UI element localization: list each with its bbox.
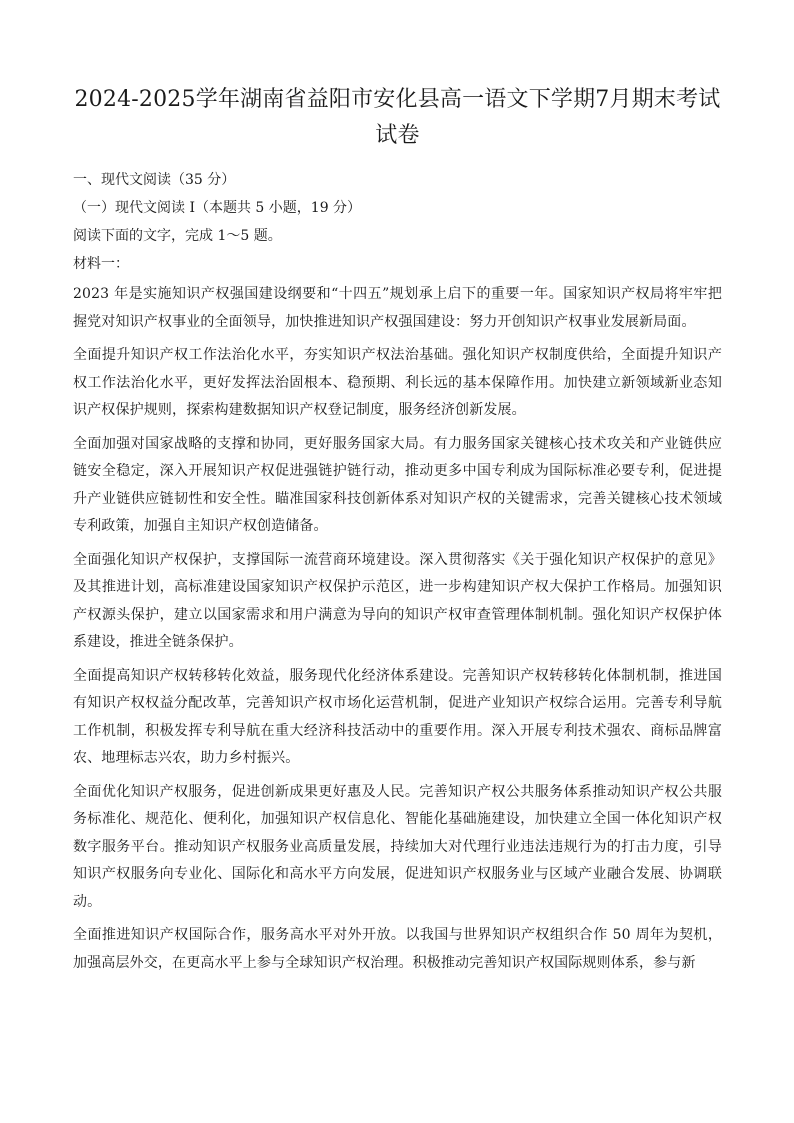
reading-instruction: 阅读下面的文字，完成 1～5 题。	[73, 228, 282, 244]
sub-heading: （一）现代文阅读 I（本题共 5 小题，19 分）	[73, 200, 362, 216]
paragraph: 全面加强对国家战略的支撑和协同，更好服务国家大局。有力服务国家关键核心技术攻关和产业链供应链安全稳定，深入开展知识产权促进强链护链行动，推动更多中国专利成为国际标准必要专利，促进提升产业链供应链韧性和安全性。瞄准国家科技创新体系对知识产权的关键需求，完善关键核心技术领域专利政策，加强自主知识产权创造储备。	[73, 435, 722, 534]
paragraph: 全面提升知识产权工作法治化水平，夯实知识产权法治基础。强化知识产权制度供给，全面提升知识产权工作法治化水平，更好发挥法治固根本、稳预期、利长远的基本保障作用。加快建立新领域新业态知识产权保护规则，探索构建数据知识产权登记制度，服务经济创新发展。	[73, 347, 722, 418]
paragraph: 全面优化知识产权服务，促进创新成果更好惠及人民。完善知识产权公共服务体系推动知识产权公共服务标准化、规范化、便利化，加强知识产权信息化、智能化基础施建设，加快建立全国一体化知识产权数字服务平台。推动知识产权服务业高质量发展，持续加大对代理行业违法违规行为的打击力度，引导知识产权服务向专业化、国际化和高水平方向发展，促进知识产权服务业与区域产业融合发展、协调联动。	[73, 783, 722, 910]
section-heading: 一、现代文阅读（35 分）	[73, 172, 236, 188]
document-title: 2024-2025学年湖南省益阳市安化县高一语文下学期7月期末考试试卷	[74, 87, 721, 148]
paragraph: 全面强化知识产权保护，支撑国际一流营商环境建设。深入贯彻落实《关于强化知识产权保护的意见》及其推进计划，高标准建设国家知识产权保护示范区，进一步构建知识产权大保护工作格局。加强知识产权源头保护，建立以国家需求和用户满意为导向的知识产权审查管理体制机制。强化知识产权保护体系建设，推进全链条保护。	[73, 551, 722, 650]
paragraph: 全面推进知识产权国际合作，服务高水平对外开放。以我国与世界知识产权组织合作 50 周年为契机，加强高层外交，在更高水平上参与全球知识产权治理。积极推动完善知识产权国际规则体系，参与新	[73, 927, 722, 971]
paragraph: 全面提高知识产权转移转化效益，服务现代化经济体系建设。完善知识产权转移转化体制机制，推进国有知识产权权益分配改革，完善知识产权市场化运营机制，促进产业知识产权综合运用。完善专利导航工作机制，积极发挥专利导航在重大经济科技活动中的重要作用。深入开展专利技术强农、商标品牌富农、地理标志兴农，助力乡村振兴。	[73, 667, 722, 766]
material-label: 材料一：	[73, 256, 129, 272]
paragraph: 2023 年是实施知识产权强国建设纲要和“十四五”规划承上启下的重要一年。国家知识产权局将牢牢把握党对知识产权事业的全面领导，加快推进知识产权强国建设：努力开创知识产权事业发展新局面。	[73, 286, 722, 330]
